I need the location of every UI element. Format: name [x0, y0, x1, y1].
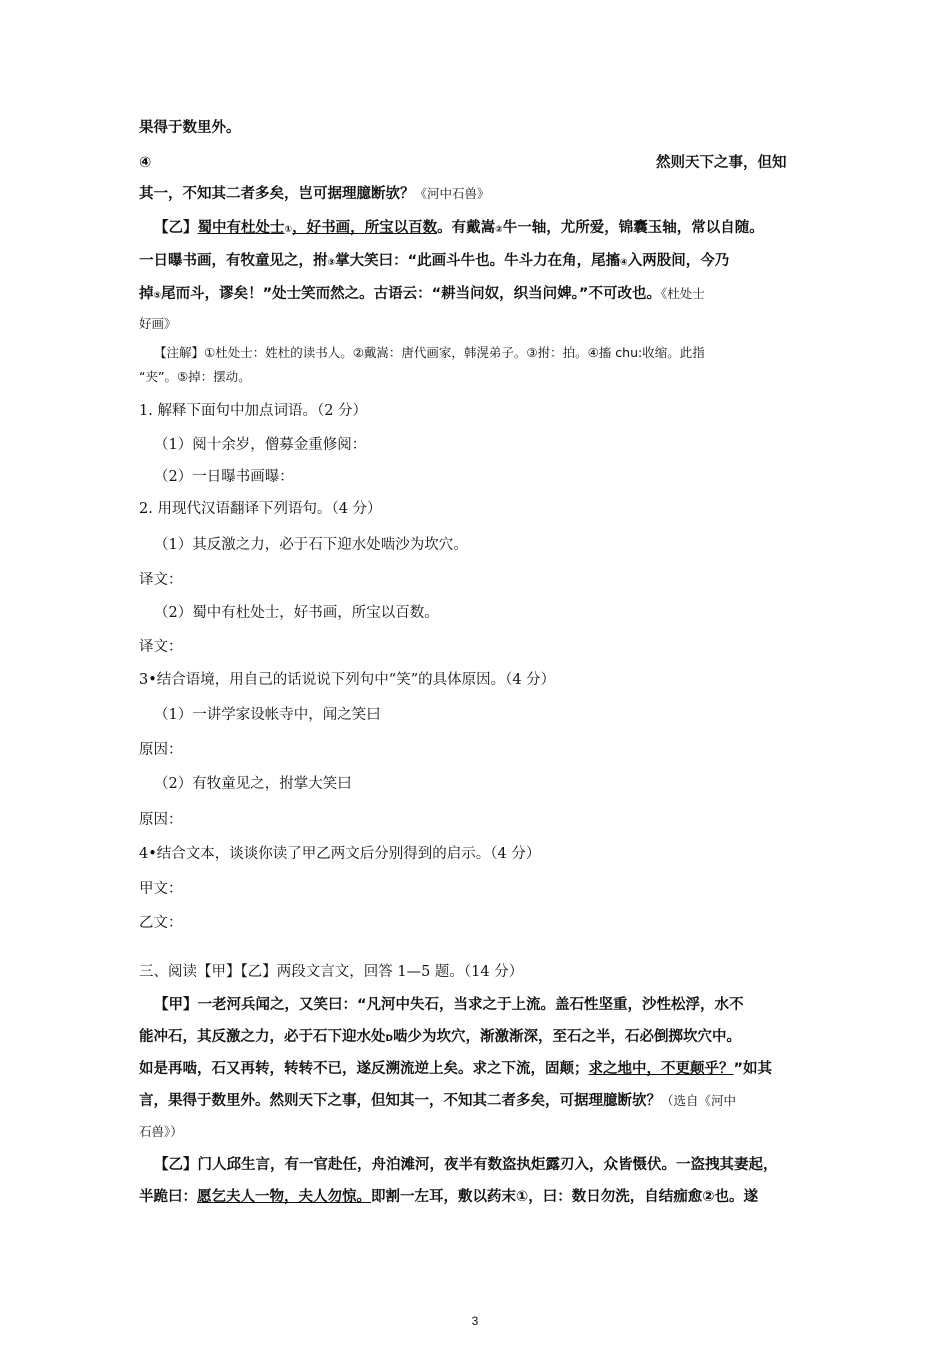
- page-number: 3: [471, 1314, 479, 1328]
- circle-marker-4: ④: [139, 155, 152, 171]
- question-1: 1. 解释下面句中加点词语。（2 分）: [139, 403, 368, 419]
- underlined-sentence: 求之地中，不更颠乎？: [588, 1061, 734, 1077]
- yi-line-2: 一日曝书画，有牧童见之，拊③掌大笑曰：“此画斗牛也。牛斗力在角，尾搐④入两股间，今乃: [139, 253, 730, 269]
- answer-label: 译文：: [139, 639, 183, 655]
- answer-label: 原因：: [139, 742, 183, 758]
- yi-line-1: 【乙】蜀中有杜处士①，好书画，所宝以百数。有戴嵩②牛一轴，尤所爱，锦囊玉轴，常以自随。: [154, 220, 764, 236]
- underlined-sentence: 愿乞夫人一物，夫人勿惊。: [197, 1189, 371, 1205]
- yi-line-3: 掉⑤尾而斗，谬矣！”处士笑而然之。古语云：“耕当问奴，织当问婢。”不可改也。《杜处士: [139, 286, 705, 302]
- question-2-item-1: （1）其反激之力，必于石下迎水处啮沙为坎穴。: [154, 537, 468, 553]
- question-3-item-2: （2）有牧童见之，拊掌大笑曰: [154, 776, 352, 792]
- question-4: 4•结合文本，谈谈你读了甲乙两文后分别得到的启示。（4 分）: [139, 846, 541, 862]
- jia-line-4: 言，果得于数里外。然则天下之事，但知其一，不知其二者多矣，可据理臆断欤？（选自《河中: [139, 1093, 737, 1109]
- answer-label: 译文：: [139, 572, 183, 588]
- section-3-heading: 三、阅读【甲】【乙】两段文言文，回答 1—5 题。（14 分）: [139, 964, 524, 980]
- answer-label-jia: 甲文：: [139, 881, 183, 897]
- top-line-3: 其一，不知其二者多矣，岂可据理臆断欤？《河中石兽》: [139, 186, 490, 202]
- jia-line-2: 能冲石，其反激之力，必于石下迎水处D啮少为坎穴，渐激渐深，至石之半，石必倒掷坎穴中。: [139, 1029, 741, 1045]
- jia-source-end: 石兽》）: [139, 1124, 183, 1139]
- top-line-2-right: 然则天下之事，但知: [656, 155, 787, 171]
- question-2-item-2: （2）蜀中有杜处士，好书画，所宝以百数。: [154, 605, 439, 621]
- yi2-line-2: 半跪曰：愿乞夫人一物，夫人勿惊。即割一左耳，敷以药末①，曰：数日勿洗，自结痂愈②也。遂: [139, 1189, 759, 1205]
- question-1-item-1: （1）阅十余岁，僧募金重修阅：: [154, 437, 367, 453]
- annotation-line-2: “夹”。⑤掉：摆动。: [139, 369, 251, 384]
- jia-line-3: 如是再啮，石又再转，转转不已，遂反溯流逆上矣。求之下流，固颠；求之地中，不更颠乎？”如其: [139, 1061, 773, 1077]
- answer-label-yi: 乙文：: [139, 915, 183, 931]
- question-1-item-2: （2）一日曝书画曝：: [154, 469, 294, 485]
- question-3: 3•结合语境，用自己的话说说下列句中“笑”的具体原因。（4 分）: [139, 672, 556, 688]
- answer-label: 原因：: [139, 812, 183, 828]
- jia-line-1: 【甲】一老河兵闻之，又笑曰：“凡河中失石，当求之于上流。盖石性坚重，沙性松浮，水不: [154, 997, 744, 1013]
- yi-source-end: 好画》: [139, 316, 177, 331]
- top-line-1: 果得于数里外。: [139, 120, 241, 136]
- source-citation: 《河中石兽》: [414, 186, 490, 201]
- question-3-item-1: （1）一讲学家设帐寺中，闻之笑曰: [154, 707, 381, 723]
- annotation-line-1: 【注解】①杜处士：姓杜的读书人。②戴嵩：唐代画家，韩滉弟子。③拊：拍。④搐 chu:收缩。此指: [154, 345, 705, 360]
- yi2-line-1: 【乙】门人邱生言，有一官赴任，舟泊滩河，夜半有数盗执炬露刃入，众皆慑伏。一盗拽其妻起，: [154, 1157, 778, 1173]
- question-2: 2. 用现代汉语翻译下列语句。（4 分）: [139, 501, 382, 517]
